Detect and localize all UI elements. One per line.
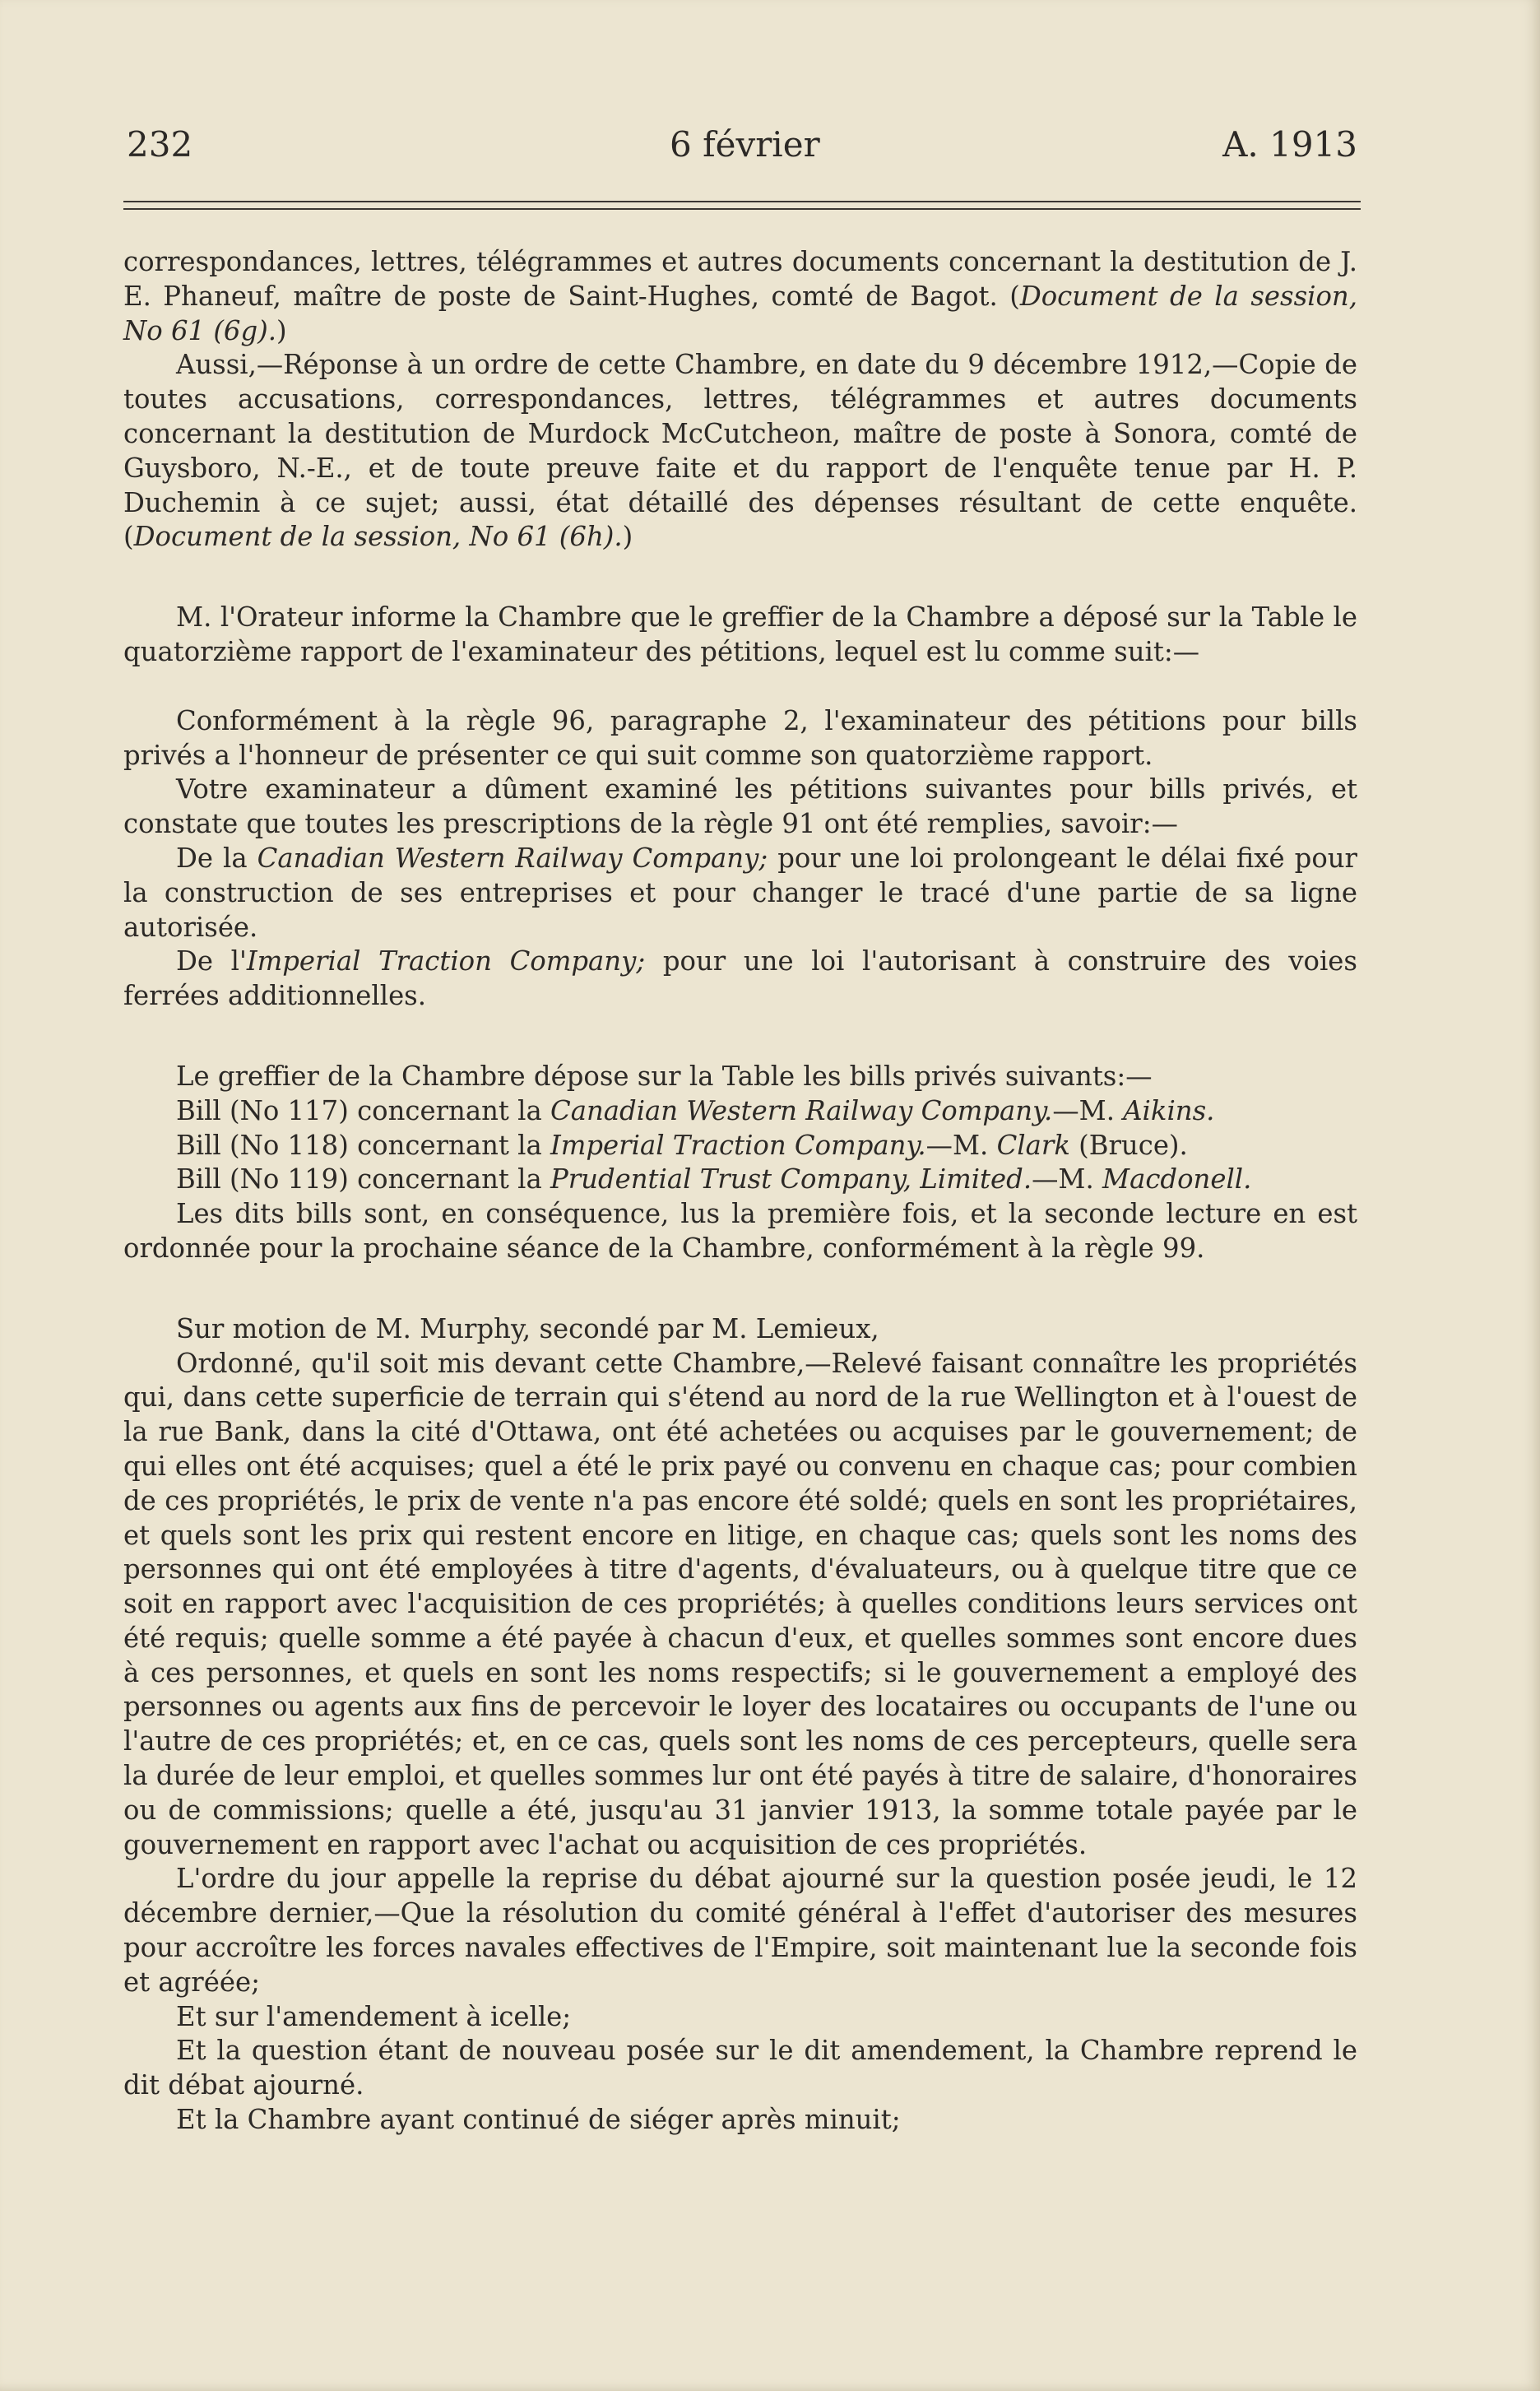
paragraph: [123, 1862, 1357, 1999]
text-run: M. l'Orateur informe la Chambre que le greffier de la Chambre a déposé sur la Table le quatorzième rapport de l'examinateur des pétitions, lequel est lu comme suit:—: [123, 601, 1357, 667]
paragraph: [123, 1347, 1357, 1863]
text-run: Et la question étant de nouveau posée sur le dit amendement, la Chambre reprend le dit débat ajourné.: [123, 2035, 1357, 2101]
text-run: Conformément à la règle 96, paragraphe 2, l'examinateur des pétitions pour bills privés a l'honneur de présenter ce qui suit comme son quatorzième rapport.: [123, 704, 1357, 771]
italic-text: Prudential Trust Company, Limited.: [550, 1163, 1032, 1196]
text-run: Et sur l'amendement à icelle;: [176, 2000, 572, 2032]
text-run: correspondances, lettres, télégrammes et autres documents concernant la destitution de J. E. Phaneuf, maître de poste de Saint-Hughes, comté de Bagot. (: [123, 246, 1357, 312]
rule-line: [123, 208, 1361, 210]
italic-text: Clark: [996, 1129, 1070, 1161]
paragraph: [123, 601, 1357, 670]
page-number: 232: [127, 124, 193, 165]
body-text: [123, 245, 1357, 2138]
text-run: ): [622, 521, 633, 553]
italic-text: Aikins.: [1123, 1094, 1215, 1126]
text-run: Ordonné, qu'il soit mis devant cette Chambre,—Relevé faisant connaître les propriétés qui, dans cette superficie de terrain qui s'étend au nord de la rue Wellington et à l'ouest de la rue Bank, dans la cité d'Ottawa, ont été achetées ou acquises par le gouvernement; de qui elles ont été acquises; quel a été le prix payé ou convenu en chaque cas; pour combien de ces propriétés, le prix de vente n'a pas encore été soldé; quels en sont les propriétaires, et quels sont les prix qui restent encore en litige, en chaque cas; quels sont les noms des personnes qui ont été employées à titre d'agents, d'évaluateurs, ou à quelque titre que ce soit en rapport avec l'acquisition de ces propriétés; à quelles conditions leurs services ont été requis; quelle somme a été payée à chacun d'eux, et quelles sommes sont encore dues à ces personnes, et quels en sont les noms respectifs; si le gouvernement a employé des personnes ou agents aux fins de percevoir le loyer des locataires ou occupants de l'une ou l'autre de ces propriétés; et, en ce cas, quels sont les noms de ces percepteurs, quelle sera la durée de leur emploi, et quelles sommes lur ont été payés à titre de salaire, d'honoraires ou de commissions; quelle a été, jusqu'au 31 janvier 1913, la somme totale payée par le gouvernement en rapport avec l'achat ou acquisition de ces propriétés.: [123, 1347, 1357, 1860]
text-run: Et la Chambre ayant continué de siéger après minuit;: [176, 2104, 901, 2136]
text-run: De la: [176, 842, 257, 874]
running-year: A. 1913: [1222, 124, 1357, 165]
text-run: —M.: [1032, 1163, 1102, 1196]
paragraph: [123, 945, 1357, 1014]
paragraph: [123, 842, 1357, 945]
paragraph: [123, 348, 1357, 555]
rule-line: [123, 201, 1361, 202]
text-run: Les dits bills sont, en conséquence, lus la première fois, et la seconde lecture en est ordonnée pour la prochaine séance de la Chambre, conformément à la règle 99.: [123, 1198, 1357, 1264]
italic-text: Canadian Western Railway Company.: [550, 1094, 1053, 1126]
paragraph: [123, 1197, 1357, 1266]
text-run: —M.: [1052, 1094, 1124, 1126]
italic-text: Canadian Western Railway Company;: [257, 842, 768, 874]
text-run: Le greffier de la Chambre dépose sur la Table les bills privés suivants:—: [176, 1060, 1153, 1092]
paragraph: [123, 1312, 1357, 1347]
paragraph: [123, 2034, 1357, 2103]
text-run: Aussi,—Réponse à un ordre de cette Chambre, en date du 9 décembre 1912,—Copie de toutes accusations, correspondances, lettres, télégrammes et autres documents concernant la destitution de Murdock McCutcheon, maître de poste à Sonora, comté de Guysboro, N.-E., et de toute preuve faite et du rapport de l'enquête tenue par H. P. Duchemin à ce sujet; aussi, état détaillé des dépenses résultant de cette enquête. (: [123, 349, 1357, 553]
text-run: ): [276, 314, 287, 346]
header-double-rule: [123, 201, 1361, 216]
paragraph: [123, 773, 1357, 842]
italic-text: Document de la session, No 61 (6h).: [133, 521, 623, 553]
text-run: De l': [176, 945, 247, 977]
text-run: (Bruce).: [1069, 1129, 1188, 1161]
text-run: L'ordre du jour appelle la reprise du débat ajourné sur la question posée jeudi, le 12 décembre dernier,—Que la résolution du comité général à l'effet d'autoriser des mesures pour accroître les forces navales effectives de l'Empire, soit maintenant lue la seconde fois et agréée;: [123, 1863, 1357, 1998]
italic-text: Macdonell.: [1102, 1163, 1252, 1196]
running-head: [127, 120, 1357, 169]
paragraph: [123, 2103, 1357, 2138]
paragraph: [123, 1163, 1357, 1197]
text-run: Bill (No 119) concernant la: [176, 1163, 550, 1196]
paragraph: [123, 1129, 1357, 1163]
paragraph: [123, 704, 1357, 773]
paragraph: [123, 2000, 1357, 2035]
text-run: Votre examinateur a dûment examiné les pétitions suivantes pour bills privés, et constate que toutes les prescriptions de la règle 91 ont été remplies, savoir:—: [123, 773, 1357, 840]
paragraph: [123, 245, 1357, 348]
paragraph: [123, 1094, 1357, 1129]
text-run: Bill (No 118) concernant la: [176, 1129, 550, 1161]
text-run: —M.: [925, 1129, 997, 1161]
text-run: Bill (No 117) concernant la: [176, 1094, 550, 1126]
text-run: pour une loi prolongeant le délai fixé pour la construction de ses entreprises et pour changer le tracé d'une partie de sa ligne autorisée.: [123, 842, 1357, 943]
text-run: pour une loi l'autorisant à construire des voies ferrées additionnelles.: [123, 945, 1357, 1012]
italic-text: Imperial Traction Company.: [550, 1129, 926, 1161]
italic-text: Imperial Traction Company;: [246, 945, 646, 977]
paragraph: [123, 1060, 1357, 1094]
running-date: 6 février: [670, 124, 820, 165]
text-run: Sur motion de M. Murphy, secondé par M. Lemieux,: [176, 1312, 879, 1344]
italic-text: Document de la session, No 61 (6g).: [123, 280, 1357, 346]
